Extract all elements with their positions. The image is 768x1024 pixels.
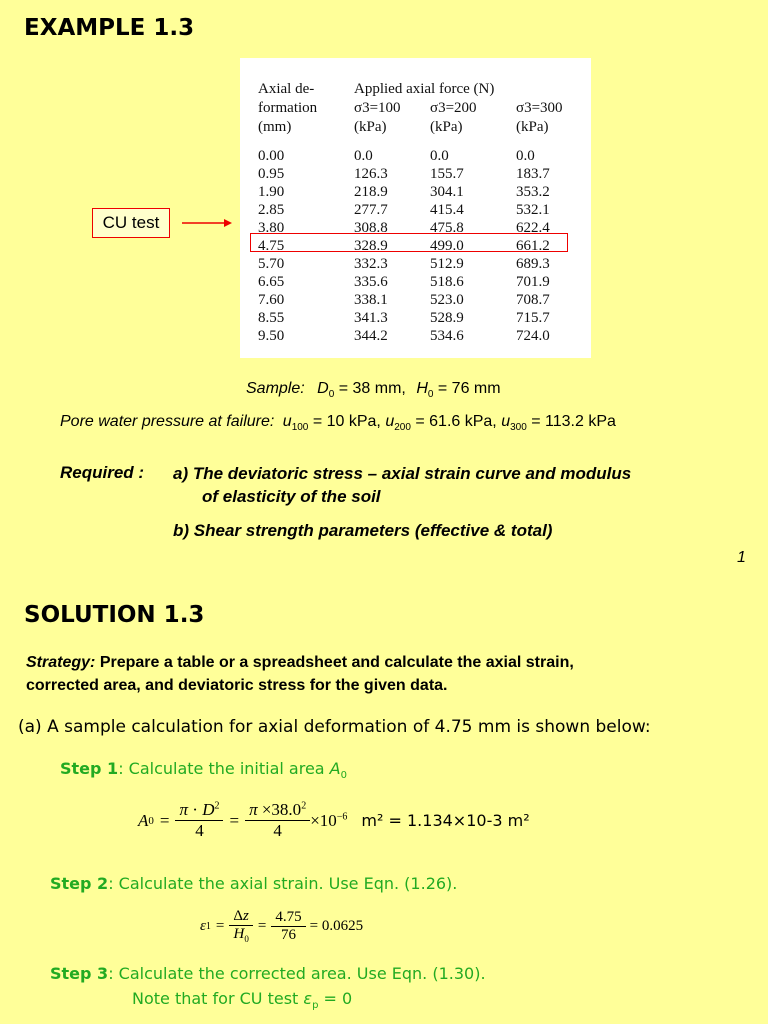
sigma-header-200: σ3=200 (kPa)	[430, 100, 477, 135]
page-number: 1	[737, 549, 746, 566]
table-cell: 277.7	[354, 202, 388, 218]
pore-pressure-line: Pore water pressure at failure: $u_{100} = 10$ kPa, $u_{200} = 61.6$ kPa, $u_{300} = 113.2$ kPa	[60, 413, 616, 434]
table-cell: 532.1	[516, 202, 550, 218]
table-cell: 332.3	[354, 256, 388, 272]
table-cell: 512.9	[430, 256, 464, 272]
table-cell: 0.00	[258, 148, 285, 164]
table-cell: 7.60	[258, 292, 285, 308]
table-cell: 0.95	[258, 166, 285, 182]
table-cell: 335.6	[354, 274, 388, 290]
table-cell: 3.80	[258, 220, 285, 236]
step1: Step 1: Calculate the initial area $A_0$	[60, 759, 347, 782]
table-cell: 0.0	[354, 148, 373, 164]
example-title: EXAMPLE 1.3	[24, 15, 195, 41]
solution-title: SOLUTION 1.3	[24, 602, 205, 628]
sample-line: Sample: $D_0 = 38$ mm, $H_0 = 76$ mm	[246, 380, 501, 401]
highlight-row-box	[250, 233, 568, 252]
table-cell: 518.6	[430, 274, 464, 290]
required-b: b) Shear strength parameters (effective & total)	[173, 521, 553, 540]
table-cell: 4.75	[258, 238, 285, 254]
table-cell: 304.1	[430, 184, 464, 200]
table-cell: 499.0	[430, 238, 464, 254]
table-cell: 715.7	[516, 310, 550, 326]
table-cell: 701.9	[516, 274, 550, 290]
table-cell: 475.8	[430, 220, 464, 236]
table-cell: 528.9	[430, 310, 464, 326]
table-cell: 534.6	[430, 328, 464, 344]
table-cell: 183.7	[516, 166, 550, 182]
table-cell: 126.3	[354, 166, 388, 182]
table-cell: 6.65	[258, 274, 285, 290]
table-cell: 328.9	[354, 238, 388, 254]
table-cell: 1.90	[258, 184, 285, 200]
table-cell: 689.3	[516, 256, 550, 272]
step3: Step 3: Calculate the corrected area. Use Eqn. (1.30). Note that for CU test $\varepsilon_p = 0$	[50, 964, 486, 1012]
part-a-text: (a) A sample calculation for axial deformation of 4.75 mm is shown below:	[18, 717, 651, 737]
data-table	[240, 58, 591, 358]
arrow-icon	[180, 216, 234, 230]
table-cell: 155.7	[430, 166, 464, 182]
table-cell: 218.9	[354, 184, 388, 200]
table-cell: 308.8	[354, 220, 388, 236]
table-cell: 353.2	[516, 184, 550, 200]
table-cell: 344.2	[354, 328, 388, 344]
table-cell: 341.3	[354, 310, 388, 326]
required-a2: of elasticity of the soil	[202, 487, 381, 506]
table-cell: 8.55	[258, 310, 285, 326]
table-cell: 9.50	[258, 328, 285, 344]
table-cell: 523.0	[430, 292, 464, 308]
table-cell: 622.4	[516, 220, 550, 236]
cu-test-label: CU test	[92, 208, 170, 238]
required-label: Required :	[60, 463, 145, 482]
table-cell: 338.1	[354, 292, 388, 308]
equation-axial-strain: ε 1 = $\frac{\Delta z}{H_0}$ = $\frac{4.75}{76}$ = 0.0625	[200, 908, 364, 944]
table-cell: 661.2	[516, 238, 550, 254]
sigma-header-100: σ3=100 (kPa)	[354, 100, 401, 135]
table-cell: 5.70	[258, 256, 285, 272]
sigma-header-300: σ3=300 (kPa)	[516, 100, 563, 135]
table-cell: 0.0	[430, 148, 449, 164]
equation-initial-area: A 0 = $\frac{\pi \cdot D^2}{4}$ = $\frac{\pi \times 38.0^2}{4}$ $\times 10^{-6}$ m² = 1.134×10-3 m²	[138, 800, 530, 840]
required-a: a) The deviatoric stress – axial strain curve and modulus	[173, 464, 632, 483]
table-cell: 2.85	[258, 202, 285, 218]
table-cell: 415.4	[430, 202, 464, 218]
force-header: Applied axial force (N)	[354, 81, 495, 97]
col1-header: Axial de- formation (mm)	[258, 81, 318, 135]
strategy-block: Strategy: Prepare a table or a spreadsheet and calculate the axial strain, corrected area, and deviatoric stress for the given data.	[26, 654, 574, 694]
table-cell: 0.0	[516, 148, 535, 164]
table-cell: 708.7	[516, 292, 550, 308]
table-cell: 724.0	[516, 328, 550, 344]
step2: Step 2: Calculate the axial strain. Use Eqn. (1.26).	[50, 874, 458, 893]
